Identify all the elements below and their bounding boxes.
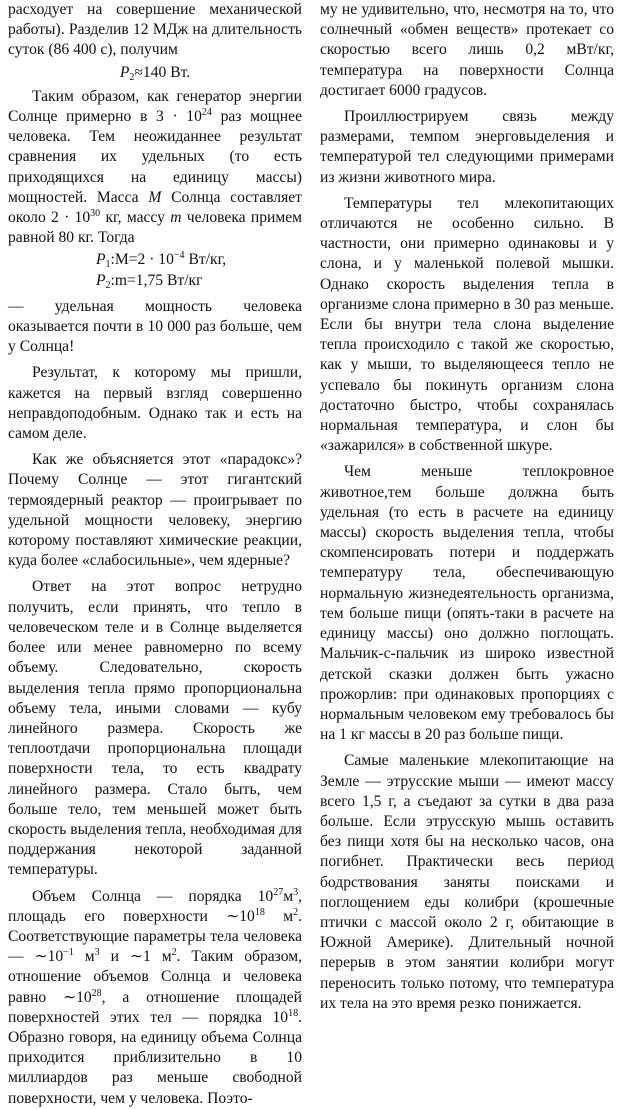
formula-p2 — [8, 63, 302, 83]
paragraph: му не удивительно, что, несмотря на то, что солнечный «обмен веществ» протекает со скоростью всего лишь 0,2 мВт/кг, температура на поверхности Солнца достигает 6000 градусов. — [320, 1, 614, 99]
text-run: Таким образом, как генератор энергии Солнце примерно в 3 · 10 — [8, 87, 302, 126]
exponent: 27 — [273, 886, 284, 898]
formula-sub: 1 — [105, 259, 111, 271]
exponent: 3 — [94, 947, 100, 959]
paragraph: — удельная мощность человека оказывается почти в 10 000 раз больше, чем у Солнца! — [8, 297, 302, 356]
exponent: 24 — [201, 107, 212, 119]
text-run: кг, массу — [105, 209, 165, 227]
left-column — [8, 0, 302, 1109]
text-run: и ∼1 м — [110, 948, 172, 966]
exponent: 18 — [288, 1007, 299, 1019]
paragraph: Температуры тел млекопитающих отличаются не особенно сильно. В частности, они примерно одинаковы и у слона, и у маленькой полевой мышки. Однако скорость выделения тепла в организме слона примерно в 30 раз меньше. Если бы внутри тела слона выделение тепла происходило с такой же скоростью, как у мыши, то выделяющееся тепло не успевало бы покинуть организм слона достаточно быстро, чтобы сохранялась нормальная температура, и слон бы «зажарился» в собственной шкуре. — [320, 194, 614, 455]
exponent: 30 — [90, 208, 101, 220]
text-run: :M=2 · 10 — [110, 251, 174, 269]
text-run: . Соответствующие параметры тела человека — ∼10 — [8, 907, 302, 966]
paragraph: Как же объясняется этот «парадокс»? Почему Солнце — этот гигантский термоядерный реактор — проигрывает по удельной мощности человеку, энергию которому поставляют химические реакции, куда более «слабосильные», чем ядерные? — [8, 451, 302, 570]
paragraph: Проиллюстрируем связь между размерами, темпом энерговыделения и температурой тел следующими примерами из жизни животного мира. — [320, 108, 614, 186]
paragraph: Чем меньше теплокровное животное,тем больше должна быть удельная (то есть в расчете на единицу массы) скорость выделения тепла, чтобы скомпенсировать потери и поддержать температуру тела, обеспечивающую нормальную жизнедеятельность организма, тем больше пищи (опять-таки в расчете на единицу массы) оно должно поглощать. Мальчик-с-пальчик из широко известной детской сказки должен быть ужасно прожорлив: при одинаковых пропорциях с нормальным человеком ему требовалось бы на 1 кг массы в 20 раз больше пищи. — [320, 463, 614, 744]
symbol-M: M — [148, 188, 162, 206]
formula-sub: 2 — [129, 71, 135, 83]
formula-var: P — [119, 63, 130, 81]
formula-p1-ratio — [8, 250, 302, 290]
formula-var: P — [96, 251, 106, 269]
text-run: :m=1,75 Вт/кг — [110, 271, 203, 289]
text-run: , площадь его поверхности ∼10 — [8, 887, 302, 925]
exponent: 18 — [254, 906, 265, 918]
formula-sub: 2 — [105, 279, 111, 291]
right-column — [320, 0, 614, 1014]
paragraph: расходует на совершение механической работы). Разделив 12 МДж на длительность суток (86 400 с), получим — [8, 1, 302, 59]
formula-var: P — [96, 271, 106, 289]
exponent: −1 — [63, 947, 74, 959]
paragraph: Ответ на этот вопрос нетрудно получить, если принять, что тепло в человеческом теле и в Солнце выделяется более или менее равномерно по всему объему. Следовательно, скорость выделения тепла прямо пропорциональна объему тела, иными словами — кубу линейного размера. Скорость же теплоотдачи пропорциональна площади поверхности тела, то есть квадрату линейного размера. Стало быть, чем больше тело, тем меньшей может быть скорость выделения тепла, необходимая для поддержания некоторой заданной температуры. — [8, 578, 302, 879]
text-run: м — [84, 948, 95, 966]
exponent: 3 — [293, 886, 299, 898]
text-run: Вт/кг, — [188, 251, 227, 269]
exponent: −4 — [173, 250, 185, 262]
text-run: человека примем равной 80 кг. Тогда — [8, 209, 302, 247]
paragraph: Результат, к которому мы пришли, кажется на первый взгляд совершенно неправдоподобным. Однако так и есть на самом деле. — [8, 364, 302, 443]
symbol-m: m — [170, 209, 182, 227]
text-run: Объем Солнца — порядка 10 — [32, 887, 274, 905]
paragraph — [8, 87, 302, 249]
exponent: 28 — [91, 987, 102, 999]
text-run: . Образно говоря, на единицу объема Солнца приходится приблизительно в 10 миллиардов раз меньше свободной поверхности, чем у человека. Поэто- — [8, 1008, 302, 1107]
text-run: м — [283, 887, 294, 905]
paragraph — [8, 887, 302, 1109]
text-run: м — [283, 907, 294, 925]
text-run: Солнца составляет около 2 · 10 — [8, 188, 302, 227]
paragraph: Самые маленькие млекопитающие на Земле — этрусские мыши — имеют массу всего 1,5 г, а съедают за сутки в два раза больше. Если этрусскую мышь оставить без пищи хотя бы на несколько часов, она погибнет. Практически весь период бодрствования заняты поисками и поглощением еды колибри (крошечные птички с массой около 2 г, обитающие в Южной Америке). Длительный ночной перерыв в этом занятии колибри могут переносить только потому, что температура их тела на это время резко понижается. — [320, 752, 614, 1012]
exponent: 2 — [293, 906, 299, 918]
formula-value: ≈140 Вт. — [134, 63, 191, 81]
text-run: , а отношение площадей поверхностей этих тел — порядка 10 — [8, 988, 302, 1026]
text-run: раз мощнее человека. Тем неожиданнее результат сравнения их удельных (то есть приходящихся на единицу массы) мощностей. Масса — [8, 108, 302, 206]
text-run: . Таким образом, отношение объемов Солнца и человека равно ∼10 — [8, 948, 303, 1006]
exponent: 2 — [171, 947, 177, 959]
